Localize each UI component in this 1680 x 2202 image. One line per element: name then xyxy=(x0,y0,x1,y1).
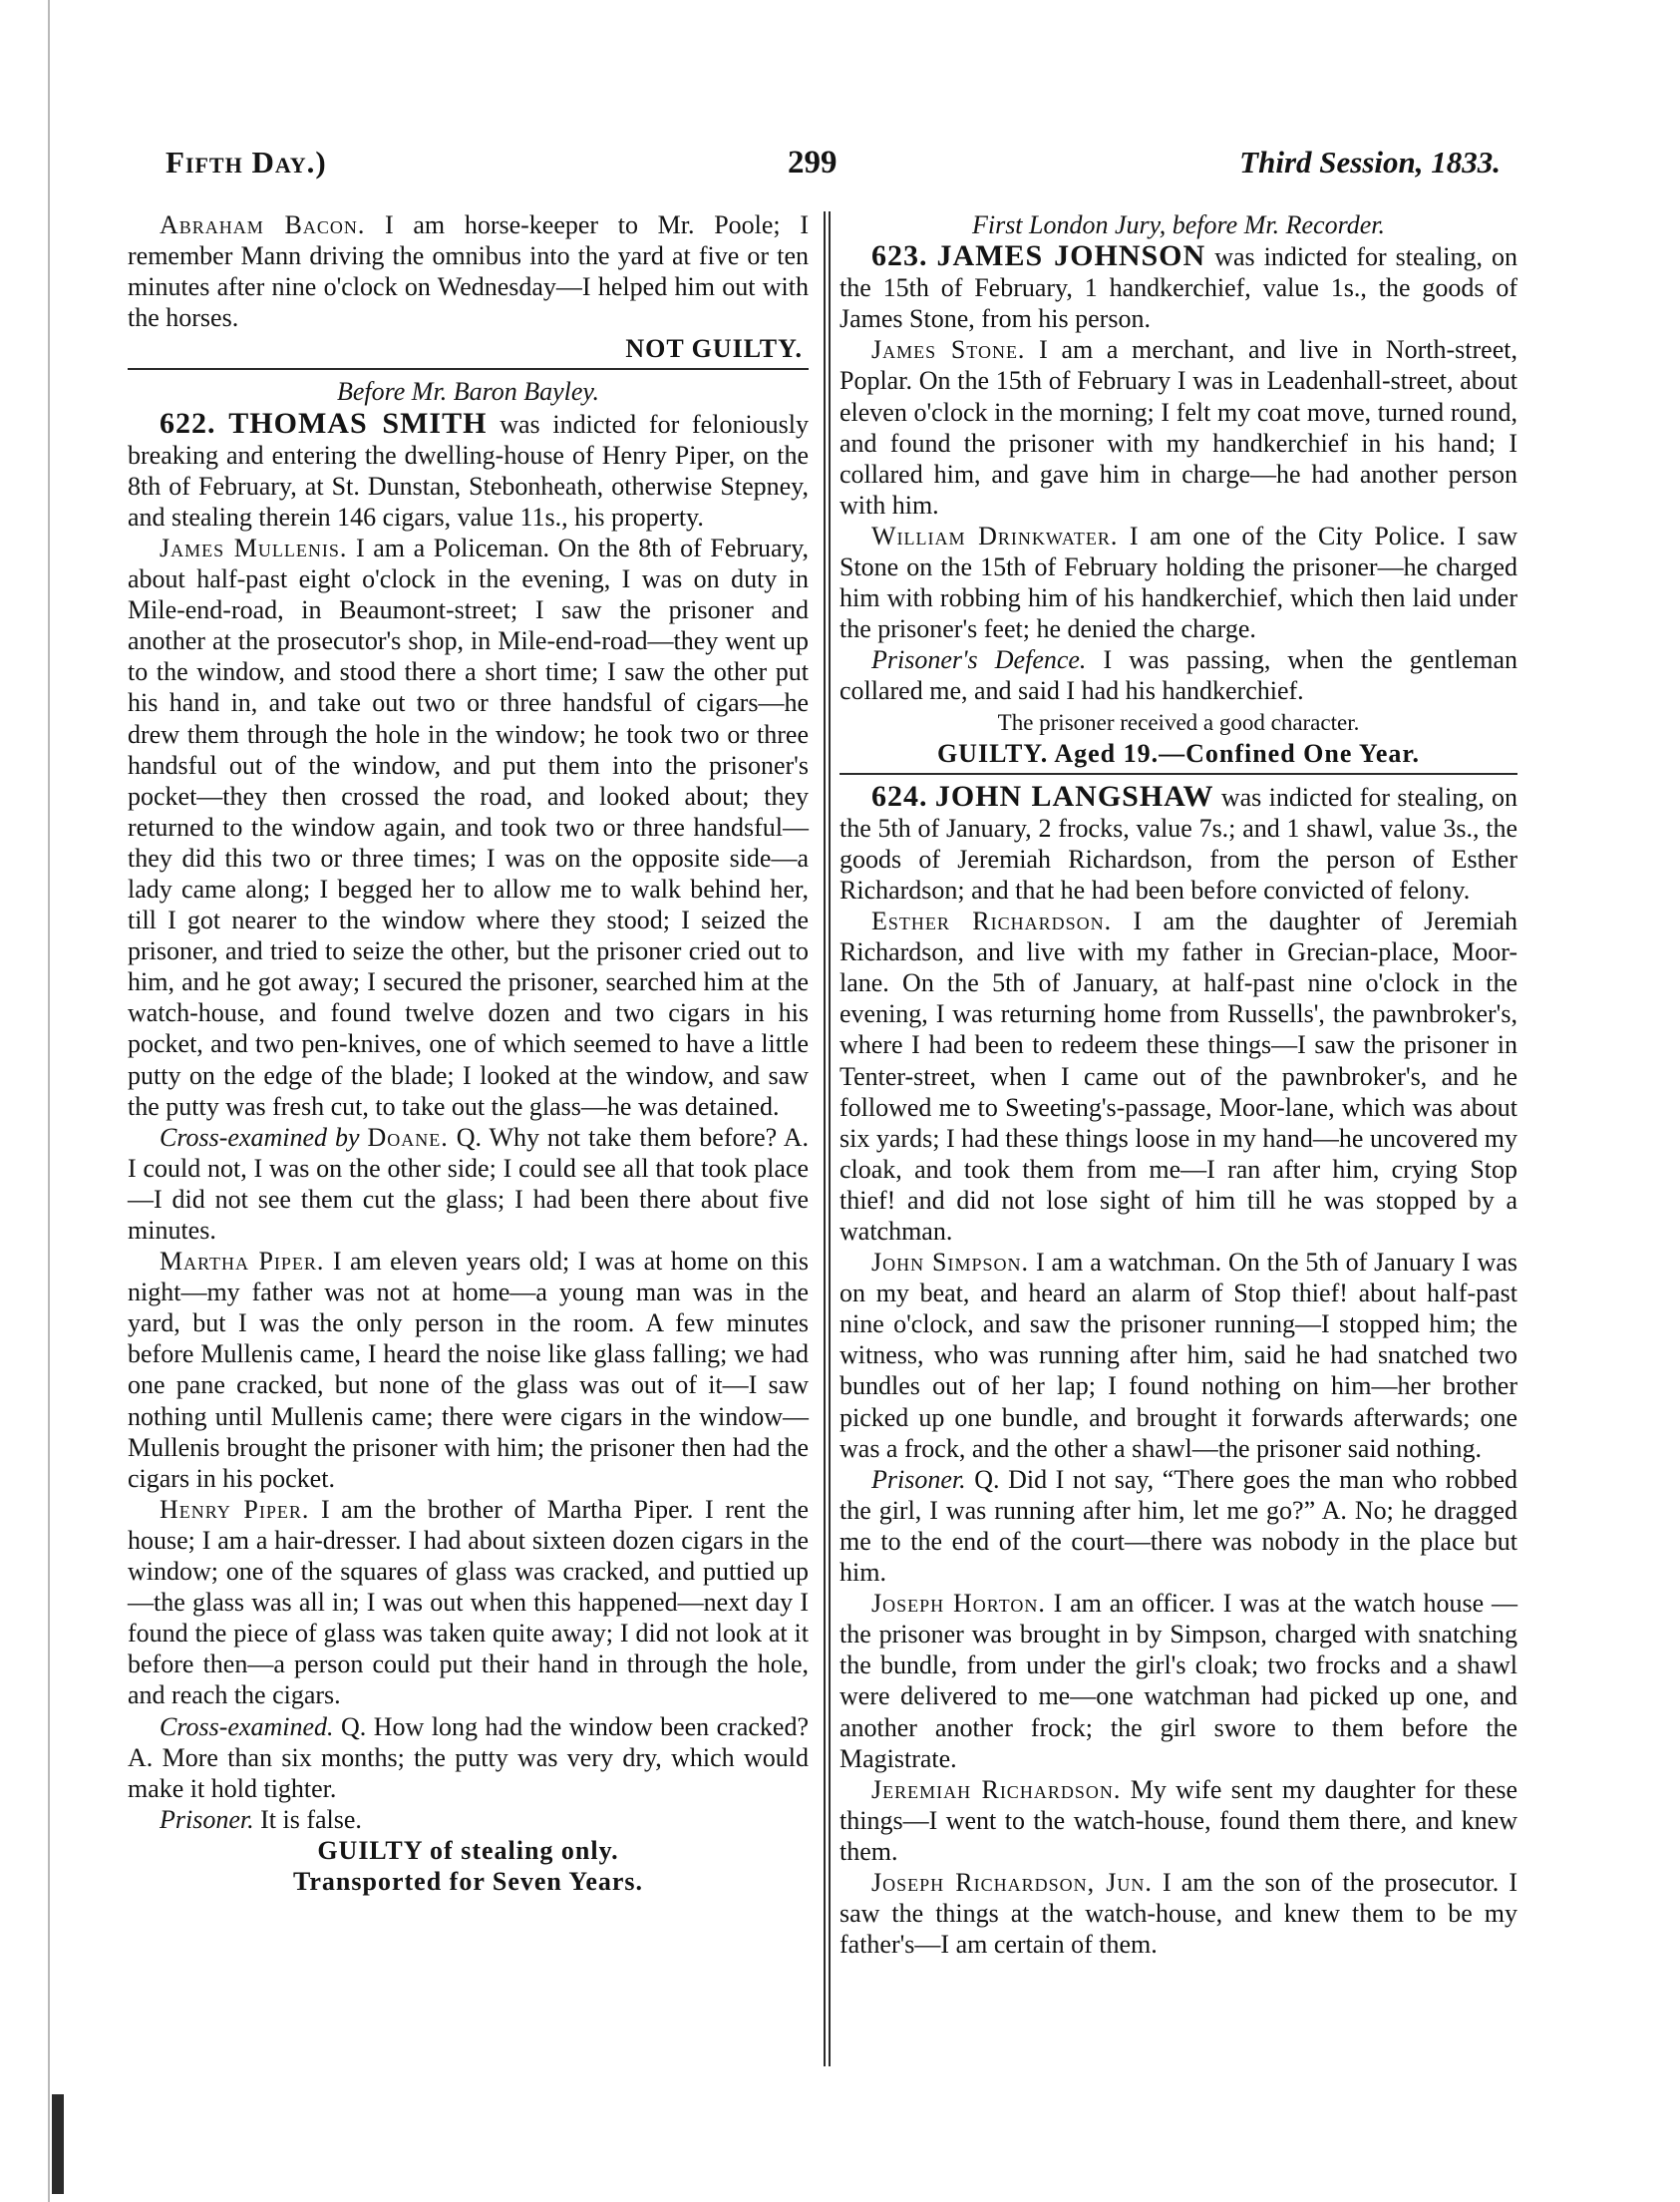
jury-heading: First London Jury, before Mr. Recorder. xyxy=(971,210,1386,239)
page-number: 299 xyxy=(788,145,838,181)
testimony-text: I am a Policeman. On the 8th of February, about half-past eight o'clock in the evening, I was on duty in Mile-end-road, in Beaumont-street; I saw the prisoner and another at the prosecutor's shop, in Mile-end-road—they went up to the window, and stood there a short time; I saw the other put his hand in, and take out two or three handsful of cigars—he drew them through the hole in the window; he took two or three handsful out of the window, and put them into the prisoner's pocket—they then crossed the road, and looked about; they returned to the window again, and took two or three handsful—they did this two or three times; I was on the opposite side—a lady came along; I begged her to allow me to walk behind her, till I got nearer to the window where they stood; I seized the prisoner, and tried to seize the other, but the prisoner cried out to him, and he got away; I secured the prisoner, searched him at the watch-house, and found twelve dozen and two cigars in his pocket, and two pen-knives, one of which seemed to have a little putty on the edge of the blade; I looked at the window, and saw the putty was fresh cut, to take out the glass—he was detained. xyxy=(128,533,810,1121)
witness-name: Jeremiah Richardson. xyxy=(871,1774,1122,1804)
testimony-text: I am one of the City Police. I saw Stone on the 15th of February holding the prisoner—he charged him with robbing him of his handkerchief, which then laid under the prisoner's feet; he denied the charge. xyxy=(840,521,1517,644)
testimony-horton xyxy=(840,1588,1517,1774)
prisoner-text: Q. Did I not say, “There goes the man who robbed the girl, I was running after him, let me go?” A. No; he dragged me to the end of the court—there was nobody in the place but him. xyxy=(840,1464,1518,1588)
prisoner-label: Prisoner. xyxy=(160,1804,254,1834)
testimony-text: I am a merchant, and live in North-street, Poplar. On the 15th of February I was in Leadenhall-street, about eleven o'clock in the morning; I felt my coat move, turned round, and found the prisoner with my handkerchief in his hand; I collared him, and gave him in charge—he had another person with him. xyxy=(840,335,1517,520)
testimony-martha xyxy=(128,1246,809,1494)
testimony-esther xyxy=(840,906,1517,1247)
cross-label: Cross-examined. xyxy=(160,1711,334,1741)
testimony-text: My wife sent my daughter for these things—I went to the watch-house, found them there, and knew them. xyxy=(840,1774,1518,1866)
sentence: Transported for Seven Years. xyxy=(292,1866,644,1896)
verdict-not-guilty: NOT GUILTY. xyxy=(625,334,803,364)
prisoner-statement xyxy=(128,1804,809,1835)
testimony-joseph xyxy=(840,1867,1517,1960)
testimony-text: I am an officer. I was at the watch house — the prisoner was brought in by Simpson, charged with snatching the bundle, from under the girl's cloak; two frocks and a shawl were delivered to me—one watchman had picked up one, and another another frock; the girl swore to them before the Magistrate. xyxy=(840,1589,1518,1773)
testimony-jeremiah xyxy=(840,1774,1517,1867)
testimony-text: I am the son of the prosecutor. I saw the things at the watch-house, and knew them to be my father's—I am certain of them. xyxy=(840,1867,1517,1960)
indictment-text: was indicted for stealing, on the 5th of January, 2 frocks, value 7s.; and 1 shawl, value 3s., the goods of Jeremiah Richardson, from the person of Esther Richardson; and that he had been before convicted of felony. xyxy=(840,782,1518,905)
cross-text: Q. Why not take them before? A. I could not, I was on the other side; I could see all that took place—I did not see them cut the glass; I had been there about five minutes. xyxy=(128,1122,810,1245)
defendant-name: JAMES JOHNSON xyxy=(936,239,1206,273)
testimony-text: I am horse-keeper to Mr. Poole; I remember Mann driving the omnibus into the yard at five or ten minutes after nine o'clock on Wednesday—I helped him out with the horses. xyxy=(128,210,809,333)
case-number: 623. xyxy=(871,239,928,273)
binding-shadow xyxy=(52,2094,64,2194)
cross-examination-2 xyxy=(128,1711,809,1804)
defence-text: I was passing, when the gentleman collared me, and said I had his handkerchief. xyxy=(840,645,1518,706)
column-divider-second xyxy=(829,211,831,2066)
right-column xyxy=(840,209,1517,2114)
witness-name: Joseph Richardson, Jun. xyxy=(871,1867,1153,1897)
verdict-623: GUILTY. Aged 19.—Confined One Year. xyxy=(936,738,1421,768)
prisoner-defence xyxy=(840,644,1517,706)
case-number: 622. xyxy=(160,406,216,440)
case-number: 624. xyxy=(871,779,928,813)
testimony-text: I am the brother of Martha Piper. I rent the house; I am a hair-dresser. I had about sixteen dozen cigars in the window; one of the squares of glass was cracked, and puttied up—the glass was all in; I was out when this happened—next day I found the piece of glass was taken quite away; I did not look at it before then—a person could put their hand in through the hole, and reach the cigars. xyxy=(128,1494,810,1710)
witness-name: William Drinkwater. xyxy=(871,521,1119,550)
prisoner-label: Prisoner. xyxy=(871,1464,966,1494)
testimony-mullenis xyxy=(128,533,809,1122)
character-note: The prisoner received a good character. xyxy=(997,709,1360,735)
case-622 xyxy=(128,408,809,533)
testimony-text: I am a watchman. On the 5th of January I was on my beat, and heard an alarm of Stop thief! about half-past nine o'clock, and saw the prisoner running—I stopped him; the witness, who was running after him, said he had snatched two bundles out of her lap; I found nothing on him—her brother picked up one bundle, and brought it forwards afterwards; one was a frock, and the other a shawl—the prisoner said nothing. xyxy=(840,1248,1517,1463)
witness-name: James Mullenis. xyxy=(160,533,348,562)
section-divider xyxy=(840,773,1517,775)
testimony-simpson xyxy=(840,1247,1517,1464)
left-column xyxy=(128,209,809,2114)
witness-name: Henry Piper. xyxy=(160,1494,310,1524)
witness-name: James Stone. xyxy=(871,335,1026,365)
cross-text: Q. How long had the window been cracked? A. More than six months; the putty was very dry, which would make it hold tighter. xyxy=(128,1711,810,1803)
running-header xyxy=(160,145,1501,194)
verdict-guilty: GUILTY of stealing only. xyxy=(317,1835,619,1865)
case-623 xyxy=(840,240,1517,334)
indictment-text: was indicted for feloniously breaking and entering the dwelling-house of Henry Piper, on the 8th of February, at St. Dunstan, Stebonheath, otherwise Stepney, and stealing therein 146 cigars, value 11s., his property. xyxy=(128,409,810,532)
defendant-name: THOMAS SMITH xyxy=(228,406,488,440)
cross-label: Cross-examined by xyxy=(160,1122,360,1152)
header-day: Fifth Day.) xyxy=(166,145,327,180)
witness-name: Martha Piper. xyxy=(160,1247,325,1277)
defence-label: Prisoner's Defence. xyxy=(871,645,1087,675)
column-divider xyxy=(824,211,826,2066)
section-divider xyxy=(128,368,809,370)
indictment-text: was indicted for stealing, on the 15th of February, 1 handkerchief, value 1s., the goods of James Stone, from his person. xyxy=(840,242,1518,334)
testimony-henry xyxy=(128,1494,809,1711)
testimony-stone xyxy=(840,334,1517,521)
prisoner-question xyxy=(840,1464,1517,1588)
prisoner-text: It is false. xyxy=(260,1804,362,1834)
testimony-bacon xyxy=(128,209,809,333)
witness-name: John Simpson. xyxy=(871,1248,1030,1278)
header-session: Third Session, 1833. xyxy=(1239,145,1501,180)
witness-name: Abraham Bacon. xyxy=(160,210,366,239)
page-binding-edge xyxy=(0,0,80,2202)
testimony-drinkwater xyxy=(840,521,1517,644)
case-624 xyxy=(840,781,1517,906)
defendant-name: JOHN LANGSHAW xyxy=(934,779,1214,813)
testimony-text: I am eleven years old; I was at home on this night—my father was not at home—a young man was in the yard, but I was the only person in the room. A few minutes before Mullenis came, I heard the noise like glass falling; we had one pane cracked, but none of the glass was out of it—I saw nothing until Mullenis came; there were cigars in the window—Mullenis brought the prisoner with him; the prisoner then had the cigars in his pocket. xyxy=(128,1247,809,1493)
counsel-name: Doane. xyxy=(367,1122,449,1152)
witness-name: Joseph Horton. xyxy=(871,1589,1046,1619)
cross-examination xyxy=(128,1122,809,1246)
testimony-text: I am the daughter of Jeremiah Richardson, and live with my father in Grecian-place, Moor-lane. On the 5th of January, at half-past nine o'clock in the evening, I was returning home from Russells', the pawnbroker's, where I had been to redeem these things—I saw the prisoner in Tenter-street, when I came out of the pawnbroker's, and he followed me to Sweeting's-passage, Moor-lane, which was about six yards; I had these things loose in my hand—he uncovered my cloak, and took them from me—I ran after him, crying Stop thief! and did not lose sight of him till he was stopped by a watchman. xyxy=(840,907,1518,1246)
binding-line xyxy=(48,0,50,2202)
witness-name: Esther Richardson. xyxy=(871,907,1113,936)
court-heading: Before Mr. Baron Bayley. xyxy=(336,377,600,407)
